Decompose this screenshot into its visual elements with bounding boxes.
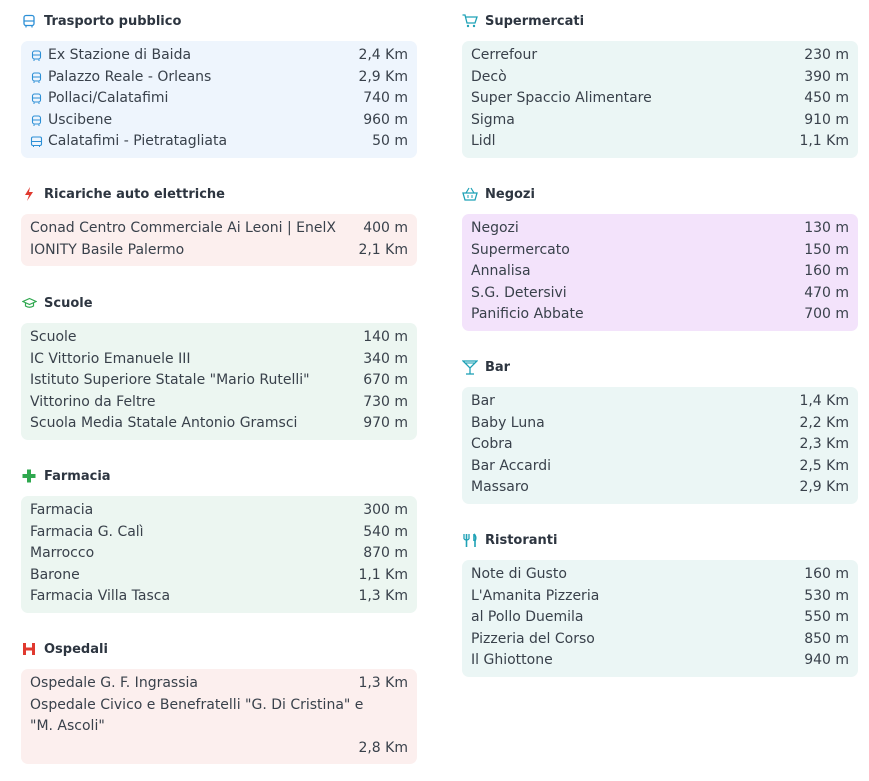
list-item[interactable]: Conad Centro Commerciale Ai Leoni | EnelX 400 m bbox=[30, 220, 408, 236]
section-title: Bar bbox=[485, 359, 511, 375]
place-list bbox=[21, 669, 417, 764]
hospital-icon bbox=[21, 641, 37, 657]
place-list bbox=[21, 41, 417, 158]
shopping-cart-icon bbox=[462, 13, 478, 29]
list-item[interactable]: Massaro 2,9 Km bbox=[471, 479, 849, 495]
bus-stop-icon bbox=[30, 92, 43, 105]
list-item[interactable]: Note di Gusto 160 m bbox=[471, 566, 849, 582]
shopping-basket-icon bbox=[462, 186, 478, 202]
list-item[interactable]: Ospedale G. F. Ingrassia 1,3 Km bbox=[30, 675, 408, 691]
cocktail-glass-icon bbox=[462, 359, 478, 375]
list-item[interactable]: Marrocco 870 m bbox=[30, 545, 408, 561]
place-list bbox=[21, 496, 417, 613]
list-item[interactable]: Scuola Media Statale Antonio Gramsci 970 m bbox=[30, 415, 408, 431]
section-header bbox=[21, 639, 108, 659]
section-title: Negozi bbox=[485, 186, 535, 202]
list-item[interactable]: Supermercato 150 m bbox=[471, 241, 849, 258]
bus-stop-icon bbox=[30, 71, 43, 84]
section-header bbox=[21, 184, 225, 204]
list-item[interactable]: Pollaci/Calatafimi 740 m bbox=[21, 88, 417, 110]
list-item[interactable]: Istituto Superiore Statale "Mario Rutelli" 670 m bbox=[30, 372, 408, 388]
section-header bbox=[21, 11, 181, 31]
pharmacy-cross-icon bbox=[21, 468, 37, 484]
place-list bbox=[462, 41, 858, 158]
list-item[interactable]: Panificio Abbate 700 m bbox=[471, 306, 849, 322]
list-item[interactable]: Calatafimi - Pietratagliata 50 m bbox=[21, 131, 417, 153]
list-item[interactable]: Super Spaccio Alimentare 450 m bbox=[471, 90, 849, 106]
list-item[interactable]: Ospedale Civico e Benefratelli "G. Di Cristina" e "M. Ascoli" 2,8 Km bbox=[30, 696, 408, 756]
list-item[interactable]: S.G. Detersivi 470 m bbox=[471, 284, 849, 301]
list-item[interactable]: Cobra 2,3 Km bbox=[471, 436, 849, 452]
list-item[interactable]: Uscibene 960 m bbox=[21, 110, 417, 132]
list-item[interactable]: Barone 1,1 Km bbox=[30, 566, 408, 583]
bus-stop-icon bbox=[30, 49, 43, 62]
list-item[interactable]: Annalisa 160 m bbox=[471, 263, 849, 279]
bus-icon bbox=[30, 135, 43, 148]
list-item[interactable]: Cerrefour 230 m bbox=[471, 47, 849, 63]
bus-stop-icon bbox=[30, 114, 43, 127]
list-item[interactable]: Bar Accardi 2,5 Km bbox=[471, 457, 849, 474]
section-header bbox=[21, 293, 93, 313]
section-header bbox=[462, 530, 557, 550]
list-item[interactable]: Vittorino da Feltre 730 m bbox=[30, 393, 408, 410]
list-item[interactable]: Decò 390 m bbox=[471, 68, 849, 85]
list-item[interactable]: Pizzeria del Corso 850 m bbox=[471, 630, 849, 647]
list-item[interactable]: Sigma 910 m bbox=[471, 111, 849, 128]
section-header bbox=[462, 184, 535, 204]
section-title: Farmacia bbox=[44, 468, 111, 484]
list-item[interactable]: Farmacia Villa Tasca 1,3 Km bbox=[30, 588, 408, 604]
list-item[interactable]: Negozi 130 m bbox=[471, 220, 849, 236]
section-header bbox=[462, 357, 510, 377]
section-title: Ricariche auto elettriche bbox=[44, 186, 225, 202]
lightning-icon bbox=[21, 186, 37, 202]
list-item[interactable]: L'Amanita Pizzeria 530 m bbox=[471, 587, 849, 604]
list-item[interactable]: Scuole 140 m bbox=[30, 329, 408, 345]
place-list bbox=[21, 214, 417, 266]
place-list bbox=[462, 214, 858, 331]
section-title: Scuole bbox=[44, 295, 93, 311]
list-item[interactable]: IONITY Basile Palermo 2,1 Km bbox=[30, 241, 408, 258]
bus-icon bbox=[21, 13, 37, 29]
section-header bbox=[21, 466, 111, 486]
place-list bbox=[21, 323, 417, 440]
section-title: Trasporto pubblico bbox=[44, 13, 182, 29]
list-item[interactable]: Bar 1,4 Km bbox=[471, 393, 849, 409]
list-item[interactable]: Palazzo Reale - Orleans 2,9 Km bbox=[21, 67, 417, 89]
list-item[interactable]: Baby Luna 2,2 Km bbox=[471, 414, 849, 431]
fork-knife-icon bbox=[462, 532, 478, 548]
list-item[interactable]: Ex Stazione di Baida 2,4 Km bbox=[21, 45, 417, 67]
list-item[interactable]: Farmacia 300 m bbox=[30, 502, 408, 518]
place-list bbox=[462, 387, 858, 504]
list-item[interactable]: IC Vittorio Emanuele III 340 m bbox=[30, 350, 408, 367]
section-header bbox=[462, 11, 584, 31]
graduation-cap-icon bbox=[21, 295, 37, 311]
section-title: Supermercati bbox=[485, 13, 585, 29]
section-title: Ospedali bbox=[44, 641, 108, 657]
list-item[interactable]: Il Ghiottone 940 m bbox=[471, 652, 849, 668]
section-title: Ristoranti bbox=[485, 532, 558, 548]
list-item[interactable]: Lidl 1,1 Km bbox=[471, 133, 849, 149]
place-list bbox=[462, 560, 858, 677]
list-item[interactable]: Farmacia G. Calì 540 m bbox=[30, 523, 408, 540]
list-item[interactable]: al Pollo Duemila 550 m bbox=[471, 609, 849, 625]
